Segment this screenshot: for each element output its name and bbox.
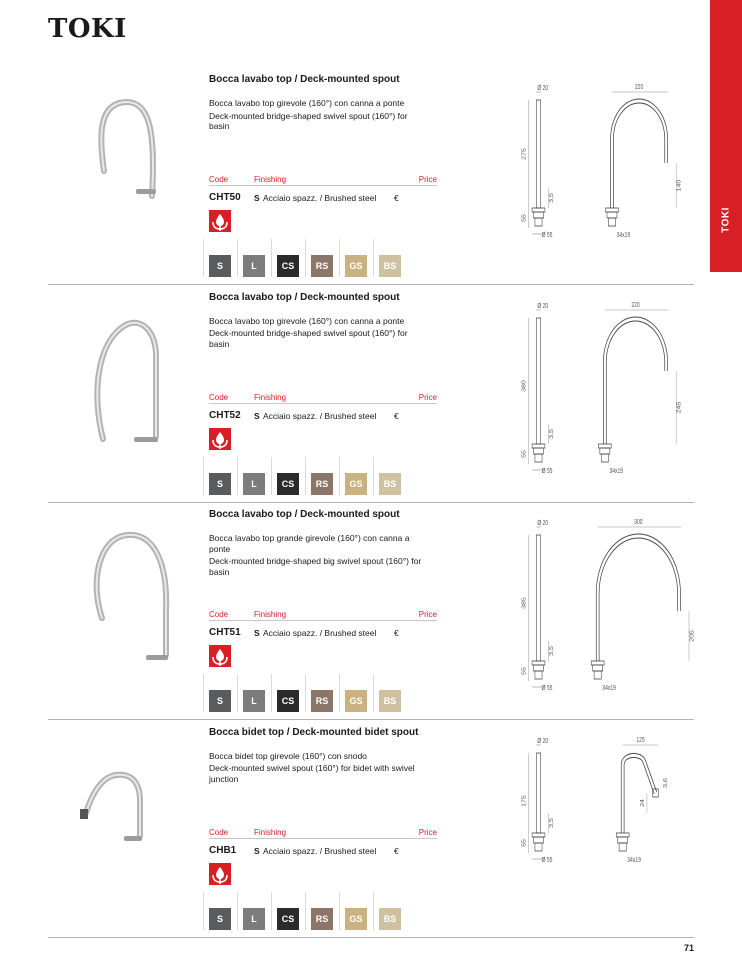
finish-swatch[interactable] <box>379 908 401 930</box>
table-header <box>209 174 437 186</box>
faucet-water-icon <box>209 428 231 450</box>
dim-fixing: 34x19 <box>616 231 631 240</box>
faucet-water-icon <box>209 863 231 885</box>
table-header <box>209 827 437 839</box>
header-code: Code <box>209 610 229 619</box>
finish-swatch-label: S <box>216 913 223 924</box>
product-code: CHT52 <box>209 409 241 421</box>
header-code: Code <box>209 392 229 402</box>
finish-swatch[interactable] <box>209 473 231 495</box>
product-photo <box>48 286 198 486</box>
description-en: Deck-mounted bridge-shaped swivel spout (160°) for basin <box>209 110 408 131</box>
finish-name: Acciaio spazz. / Brushed steel <box>263 845 377 856</box>
finish-name: Acciaio spazz. / Brushed steel <box>263 628 377 638</box>
product-title: Bocca lavabo top / Deck-mounted spout <box>209 509 400 520</box>
finish-swatch-label: BS <box>383 261 397 271</box>
finish-swatch-label: GS <box>349 913 363 924</box>
price-currency: € <box>394 193 399 203</box>
dim-top-diameter: Ø 20 <box>537 736 549 745</box>
finish-swatch-label: CS <box>281 261 295 271</box>
header-finishing: Finishing <box>254 827 287 837</box>
side-tab <box>710 0 742 272</box>
finish-swatch-label: RS <box>315 913 329 924</box>
dim-thread: 3,5 <box>548 428 555 439</box>
description-it: Bocca bidet top girevole (160°) con snodo <box>209 750 367 761</box>
finish-swatch[interactable] <box>311 690 333 712</box>
product-section <box>48 721 694 938</box>
finish-swatch-label: CS <box>281 478 295 489</box>
finish-swatch[interactable] <box>379 690 401 712</box>
dim-base-diameter: Ø 55 <box>541 855 553 864</box>
dim-fixing: 34x19 <box>609 466 624 475</box>
product-code: CHT51 <box>209 627 241 638</box>
finish-swatch-label: S <box>216 696 223 706</box>
price-currency: € <box>394 410 399 421</box>
page-number: 71 <box>684 943 695 953</box>
product-title: Bocca lavabo top / Deck-mounted spout <box>209 74 400 85</box>
finish-swatch-label: GS <box>349 261 363 271</box>
finish-swatch-label: RS <box>315 478 329 489</box>
faucet-water-icon <box>209 210 231 232</box>
finish-swatches <box>209 690 413 712</box>
header-price: Price <box>418 175 437 184</box>
header-finishing: Finishing <box>254 175 287 184</box>
finish-swatch[interactable] <box>277 690 299 712</box>
header-price: Price <box>418 610 437 619</box>
product-photo <box>48 503 198 703</box>
header-finishing: Finishing <box>254 610 287 619</box>
dim-thread: 3,5 <box>548 193 555 203</box>
dim-base-height: 55 <box>521 838 528 847</box>
finish-swatch[interactable] <box>345 908 367 930</box>
finish-swatch-label: CS <box>281 696 295 706</box>
header-code: Code <box>209 175 229 184</box>
product-description <box>209 98 424 132</box>
brand-logo: TOKI <box>48 14 127 44</box>
dim-base-height: 55 <box>521 214 528 222</box>
finish-swatch-label: BS <box>383 478 397 489</box>
header-price: Price <box>418 827 437 837</box>
dim-base-diameter: Ø 55 <box>541 466 553 475</box>
dim-top-diameter: Ø 20 <box>537 519 549 528</box>
product-section <box>48 286 694 503</box>
dim-height: 380 <box>521 379 528 392</box>
finish-swatch[interactable] <box>311 255 333 277</box>
finish-swatch[interactable] <box>345 255 367 277</box>
finish-swatch-label: BS <box>383 696 397 706</box>
dim-spout-height: 24 <box>639 798 646 807</box>
finish-swatch[interactable] <box>345 473 367 495</box>
finish-swatch-label: L <box>251 478 257 489</box>
product-section <box>48 68 694 285</box>
dim-width: 220 <box>631 300 640 309</box>
technical-drawing <box>480 721 694 938</box>
finish-swatch[interactable] <box>209 255 231 277</box>
finish-swatch-label: CS <box>281 913 295 924</box>
dim-fixing: 34x19 <box>602 684 616 693</box>
product-title: Bocca bidet top / Deck-mounted bidet spout <box>209 726 419 738</box>
finish-swatch[interactable] <box>345 690 367 712</box>
finish-swatch[interactable] <box>277 473 299 495</box>
finish-swatches <box>209 908 413 930</box>
finish-swatch[interactable] <box>379 473 401 495</box>
finish-swatch[interactable] <box>209 690 231 712</box>
finish-swatch-label: L <box>251 261 257 271</box>
finish-code: S <box>254 845 260 856</box>
product-photo <box>48 721 198 921</box>
header-code: Code <box>209 827 229 837</box>
finish-swatch[interactable] <box>311 908 333 930</box>
technical-drawing <box>480 503 694 720</box>
finish-swatch[interactable] <box>243 473 265 495</box>
dim-base-height: 55 <box>521 667 528 675</box>
dim-base-diameter: Ø 55 <box>541 684 553 693</box>
finish-name: Acciaio spazz. / Brushed steel <box>263 193 377 203</box>
dim-top-diameter: Ø 20 <box>537 301 549 310</box>
finish-swatch[interactable] <box>243 690 265 712</box>
description-en: Deck-mounted bridge-shaped swivel spout (160°) for basin <box>209 328 408 349</box>
technical-drawing <box>480 68 694 285</box>
dim-base-height: 55 <box>521 449 528 458</box>
dim-width: 125 <box>636 735 645 744</box>
finish-swatch[interactable] <box>277 908 299 930</box>
price-currency: € <box>394 628 399 638</box>
dim-height: 385 <box>521 597 528 609</box>
table-header <box>209 392 437 404</box>
finish-swatch-label: L <box>251 696 257 706</box>
dim-thread: 3,5 <box>548 817 555 828</box>
price-currency: € <box>394 845 399 856</box>
side-tab-label: TOKI <box>720 207 732 233</box>
description-en: Deck-mounted bridge-shaped big swivel spout (160°) for basin <box>209 556 422 577</box>
dim-spout-height: 245 <box>676 401 683 413</box>
technical-drawing <box>480 286 694 503</box>
header-price: Price <box>418 392 437 402</box>
header-finishing: Finishing <box>254 392 287 402</box>
finish-swatch[interactable] <box>311 473 333 495</box>
finish-swatches <box>209 473 413 495</box>
finish-swatch-label: S <box>216 261 223 271</box>
product-section <box>48 503 694 720</box>
dim-spout-height: 205 <box>689 630 695 642</box>
product-description <box>209 533 424 577</box>
product-code: CHB1 <box>209 844 237 856</box>
dim-base-diameter: Ø 55 <box>541 231 553 240</box>
table-header <box>209 609 437 621</box>
finish-swatch-label: L <box>251 913 257 924</box>
dim-height: 175 <box>521 794 528 807</box>
finish-swatch-label: RS <box>315 261 329 271</box>
finish-swatch[interactable] <box>379 255 401 277</box>
description-it: Bocca lavabo top girevole (160°) con canna a ponte <box>209 315 405 326</box>
description-it: Bocca lavabo top girevole (160°) con canna a ponte <box>209 98 405 108</box>
finish-swatch-label: GS <box>349 478 363 489</box>
dim-width: 220 <box>634 83 644 92</box>
product-photo <box>48 68 198 268</box>
dim-width: 300 <box>634 518 643 527</box>
finish-code: S <box>254 410 260 421</box>
faucet-water-icon <box>209 645 231 667</box>
finish-swatch[interactable] <box>243 908 265 930</box>
finish-name: Acciaio spazz. / Brushed steel <box>263 410 377 421</box>
dim-fixing: 34x19 <box>627 855 641 864</box>
dim-angle: 3,6 <box>662 777 669 788</box>
product-title: Bocca lavabo top / Deck-mounted spout <box>209 291 400 303</box>
finish-swatch[interactable] <box>277 255 299 277</box>
finish-swatches <box>209 255 413 277</box>
product-description <box>209 751 424 785</box>
finish-swatch[interactable] <box>209 908 231 930</box>
finish-swatch-label: BS <box>383 913 397 924</box>
finish-swatch-label: GS <box>349 696 363 706</box>
finish-swatch-label: RS <box>315 696 329 706</box>
finish-code: S <box>254 628 260 638</box>
product-description <box>209 316 424 350</box>
description-en: Deck-mounted swivel spout (160°) for bidet with swivel junction <box>209 763 415 784</box>
dim-spout-height: 140 <box>676 179 683 192</box>
product-code: CHT50 <box>209 192 241 203</box>
finish-swatch-label: S <box>216 478 223 489</box>
dim-top-diameter: Ø 20 <box>537 84 549 93</box>
dim-thread: 3,5 <box>548 646 555 656</box>
finish-swatch[interactable] <box>243 255 265 277</box>
finish-code: S <box>254 193 260 203</box>
description-it: Bocca lavabo top grande girevole (160°) con canna a ponte <box>209 533 410 554</box>
dim-height: 275 <box>521 148 528 160</box>
